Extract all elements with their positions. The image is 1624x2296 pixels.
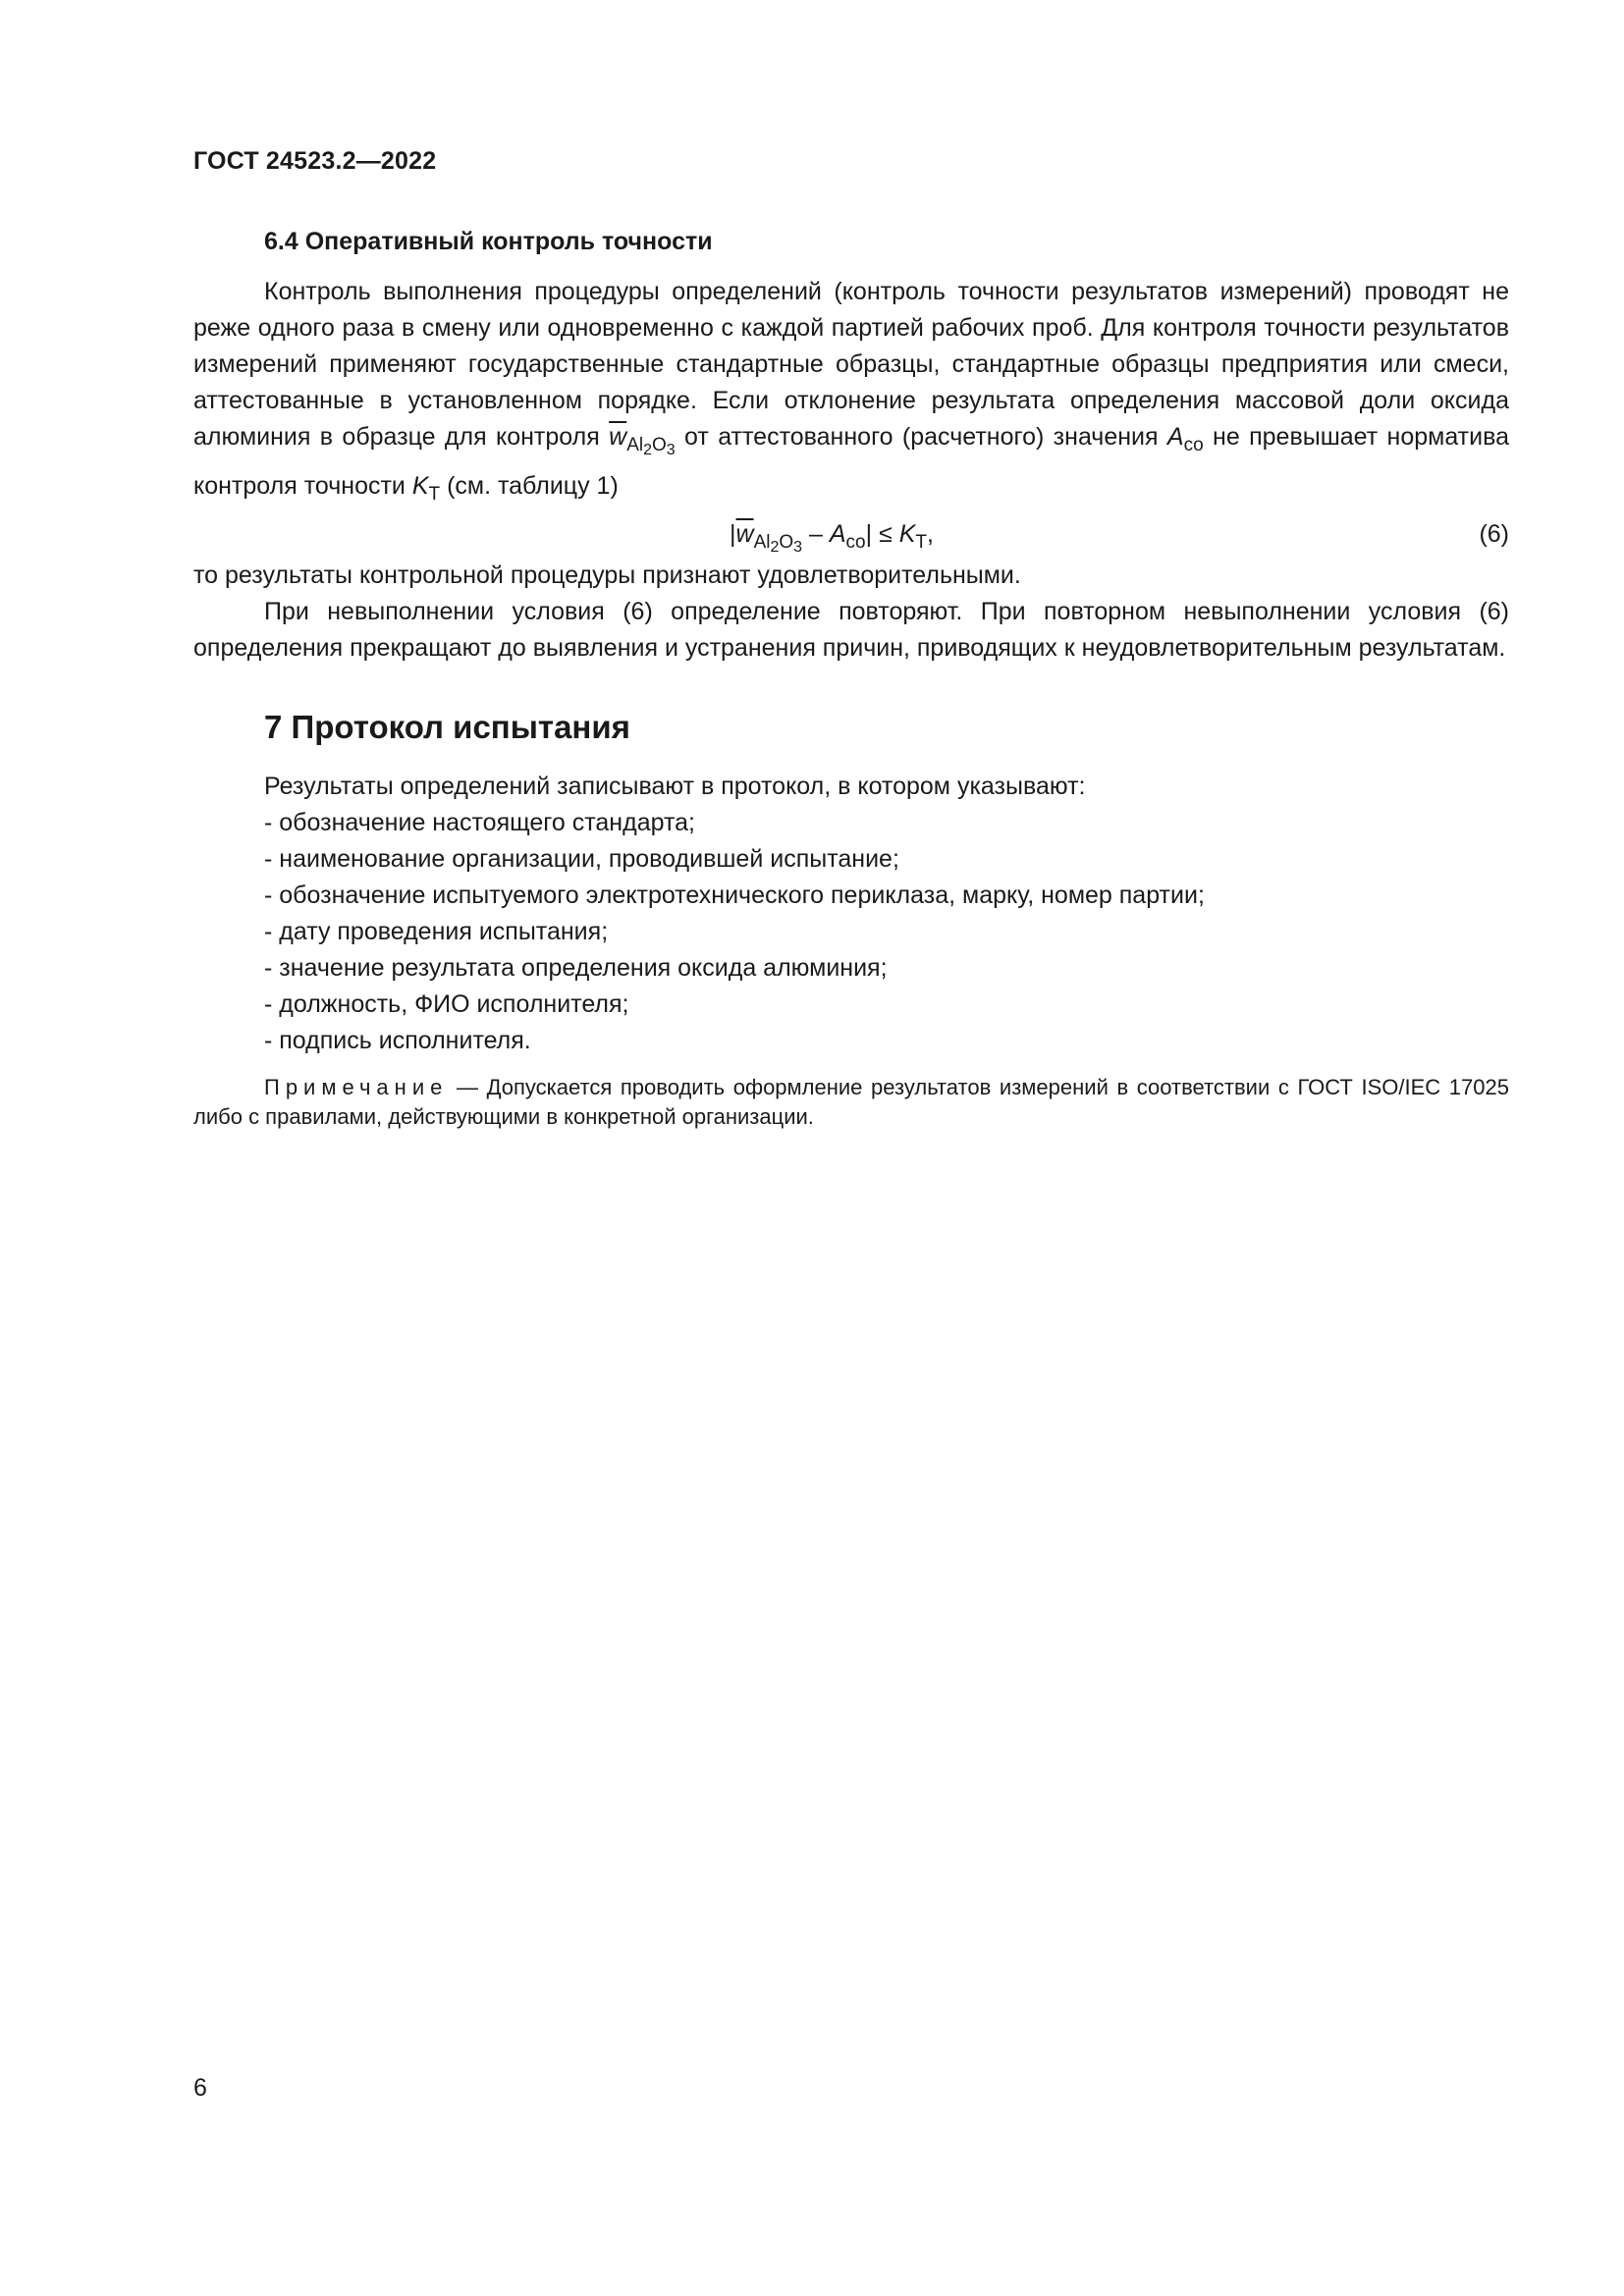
note-text: — Допускается проводить оформление результатов измерений в соответствии с ГОСТ ISO/IEC 17025 либо с правилами, действующими в конкретной организации. [193, 1075, 1509, 1129]
formula-abs-close-le: | ≤ [865, 520, 899, 548]
a-co-symbol: A [1166, 423, 1184, 451]
document-code-header: ГОСТ 24523.2—2022 [193, 147, 437, 175]
protocol-intro: Результаты определений записывают в протокол, в котором указывают: [264, 773, 1086, 800]
formula-number: (6) [1479, 520, 1509, 548]
note-paragraph [193, 1073, 1509, 1132]
formula-6 [730, 516, 934, 565]
accuracy-control-paragraph [193, 274, 1509, 512]
section-heading-7: 7 Протокол испытания [264, 709, 630, 745]
k-t-subscript: T [428, 484, 441, 505]
page-number: 6 [193, 2074, 207, 2102]
list-item: - дату проведения испытания; [264, 918, 609, 945]
list-item: - обозначение настоящего стандарта; [264, 809, 695, 836]
formula-a-symbol: A [829, 520, 846, 548]
formula-comma: , [927, 520, 934, 548]
formula-w-subscript: Al2O3 [753, 532, 803, 556]
para1-text-b: от аттестованного (расчетного) значения [675, 423, 1167, 451]
formula-minus: – [802, 520, 830, 548]
para1-text-a: Контроль выполнения процедуры определений (контроль точности результатов измерений) проводят не реже одного раза в смену или одновременно с каждой партией рабочих проб. Для контроля точности результатов измерений применяют государственные стандартные образцы, стандартные образцы предприятия или смеси, аттестованные в установленном порядке. Если отклонение результата определения массовой доли оксида алюминия в образце для контроля [193, 278, 1509, 451]
satisfactory-result-paragraph: то результаты контрольной процедуры признают удовлетворительными. [193, 561, 1021, 589]
list-item: - подпись исполнителя. [264, 1027, 531, 1054]
protocol-items-list [193, 805, 1509, 1059]
w-mean-symbol: $\overline{w}$ [609, 423, 627, 451]
a-co-subscript: co [1183, 435, 1204, 455]
list-item: - должность, ФИО исполнителя; [264, 990, 629, 1018]
w-subscript: Al2O3 [626, 435, 676, 458]
formula-k-subscript: T [915, 532, 928, 553]
formula-w-symbol: $\overline{w}$ [735, 520, 754, 548]
para1-text-c: не превышает норматива контроля точности [193, 423, 1510, 500]
formula-k-symbol: K [898, 520, 916, 548]
formula-abs-open: | [730, 520, 736, 548]
list-item: - значение результата определения оксида алюминия; [264, 954, 888, 982]
k-t-symbol: K [411, 472, 429, 500]
formula-a-subscript: co [845, 532, 866, 553]
note-label: Примечание [264, 1075, 449, 1099]
formula-6-line [193, 512, 1509, 558]
list-item: - обозначение испытуемого электротехнического периклаза, марку, номер партии; [264, 881, 1205, 909]
para1-text-d: (см. таблицу 1) [440, 472, 619, 500]
list-item: - наименование организации, проводившей испытание; [264, 845, 899, 873]
document-body [193, 224, 1509, 1132]
failure-condition-paragraph: При невыполнении условия (6) определение повторяют. При повторном невыполнении условия (6) определения прекращают до выявления и устранения причин, приводящих к неудовлетворительным результатам. [193, 598, 1509, 662]
subsection-heading-6-4: 6.4 Оперативный контроль точности [264, 228, 713, 255]
